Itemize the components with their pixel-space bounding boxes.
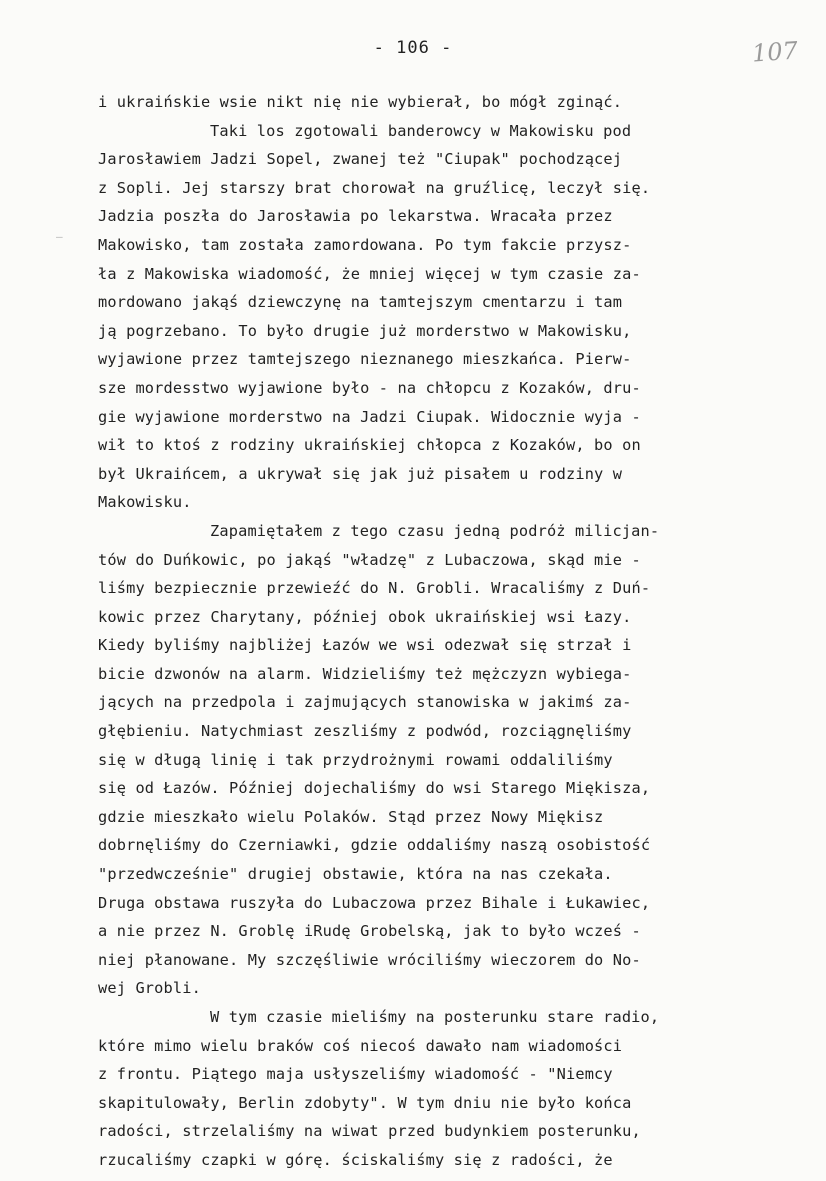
text-line: Jadzia poszła do Jarosławia po lekarstwa. Wracała przez	[98, 207, 613, 226]
text-line: "przedwcześnie" drugiej obstawie, która na nas czekała.	[98, 865, 613, 884]
text-line: ją pogrzebano. To było drugie już morderstwo w Makowisku,	[98, 321, 632, 340]
text-line: głębieniu. Natychmiast zeszliśmy z podwód, rozciągnęliśmy	[98, 722, 632, 741]
text-line: kowic przez Charytany, później obok ukraińskiej wsi Łazy.	[98, 607, 632, 626]
text-line: ła z Makowiska wiadomość, że mniej więcej w tym czasie za-	[98, 264, 641, 283]
text-line: rzucaliśmy czapki w górę. ściskaliśmy się z radości, że	[98, 1150, 613, 1169]
text-line: dobrnęliśmy do Czerniawki, gdzie oddaliśmy naszą osobistość	[98, 836, 651, 855]
text-line: gie wyjawione morderstwo na Jadzi Ciupak. Widocznie wyja -	[98, 407, 641, 426]
text-line: się w długą linię i tak przydrożnymi rowami oddaliliśmy	[98, 750, 613, 769]
text-line: W tym czasie mieliśmy na posterunku stare radio,	[210, 1008, 660, 1026]
text-line: gdzie mieszkało wielu Polaków. Stąd przez Nowy Miękisz	[98, 807, 604, 826]
text-line: radości, strzelaliśmy na wiwat przed budynkiem posterunku,	[98, 1122, 641, 1141]
text-line: które mimo wielu braków coś niecoś dawało nam wiadomości	[98, 1036, 623, 1055]
document-body	[98, 88, 818, 1175]
text-line: był Ukraińcem, a ukrywał się jak już pisałem u rodziny w	[98, 464, 623, 483]
text-line: a nie przez N. Groblę iRudę Grobelską, jak to było wcześ -	[98, 922, 641, 941]
text-line: bicie dzwonów na alarm. Widzieliśmy też mężczyzn wybiega-	[98, 664, 632, 683]
text-line: Zapamiętałem z tego czasu jedną podróż milicjan-	[210, 521, 660, 540]
text-line: z Sopli. Jej starszy brat chorował na gruźlicę, leczył się.	[98, 178, 651, 197]
text-line: tów do Duńkowic, po jakąś "władzę" z Lubaczowa, skąd mie -	[98, 550, 641, 569]
text-line: niej płanowane. My szczęśliwie wróciliśmy wieczorem do No-	[98, 950, 641, 969]
text-line: Makowisku.	[98, 493, 192, 512]
margin-mark: —	[56, 230, 63, 243]
text-line: liśmy bezpiecznie przewieźć do N. Grobli. Wracaliśmy z Duń-	[98, 579, 651, 598]
text-line: sze mordesstwo wyjawione było - na chłopcu z Kozaków, dru-	[98, 378, 641, 397]
text-line: wej Grobli.	[98, 979, 201, 998]
text-line: Taki los zgotowali banderowcy w Makowisku pod	[210, 121, 632, 140]
text-line: Jarosławiem Jadzi Sopel, zwanej też "Ciupak" pochodzącej	[98, 150, 623, 169]
text-line: się od Łazów. Później dojechaliśmy do wsi Starego Miękisza,	[98, 779, 651, 798]
handwritten-page-number: 107	[751, 36, 799, 68]
text-line: wyjawione przez tamtejszego nieznanego mieszkańca. Pierw-	[98, 350, 632, 369]
text-line: Druga obstawa ruszyła do Lubaczowa przez Bihale i Łukawiec,	[98, 893, 651, 912]
text-line: jących na przedpola i zajmujących stanowiska w jakimś za-	[98, 693, 632, 712]
text-line: wił to ktoś z rodziny ukraińskiej chłopca z Kozaków, bo on	[98, 436, 641, 455]
text-line: mordowano jakąś dziewczynę na tamtejszym cmentarzu i tam	[98, 293, 623, 312]
text-line: Kiedy byliśmy najbliżej Łazów we wsi odezwał się strzał i	[98, 636, 632, 655]
text-line: Makowisko, tam została zamordowana. Po tym fakcie przysz-	[98, 235, 632, 254]
text-line: i ukraińskie wsie nikt nię nie wybierał, bo mógł zginąć.	[98, 93, 623, 111]
text-line: z frontu. Piątego maja usłyszeliśmy wiadomość - "Niemcy	[98, 1065, 613, 1084]
text-line: skapitulowały, Berlin zdobyty". W tym dniu nie było końca	[98, 1093, 632, 1112]
page-number: - 106 -	[373, 38, 453, 58]
